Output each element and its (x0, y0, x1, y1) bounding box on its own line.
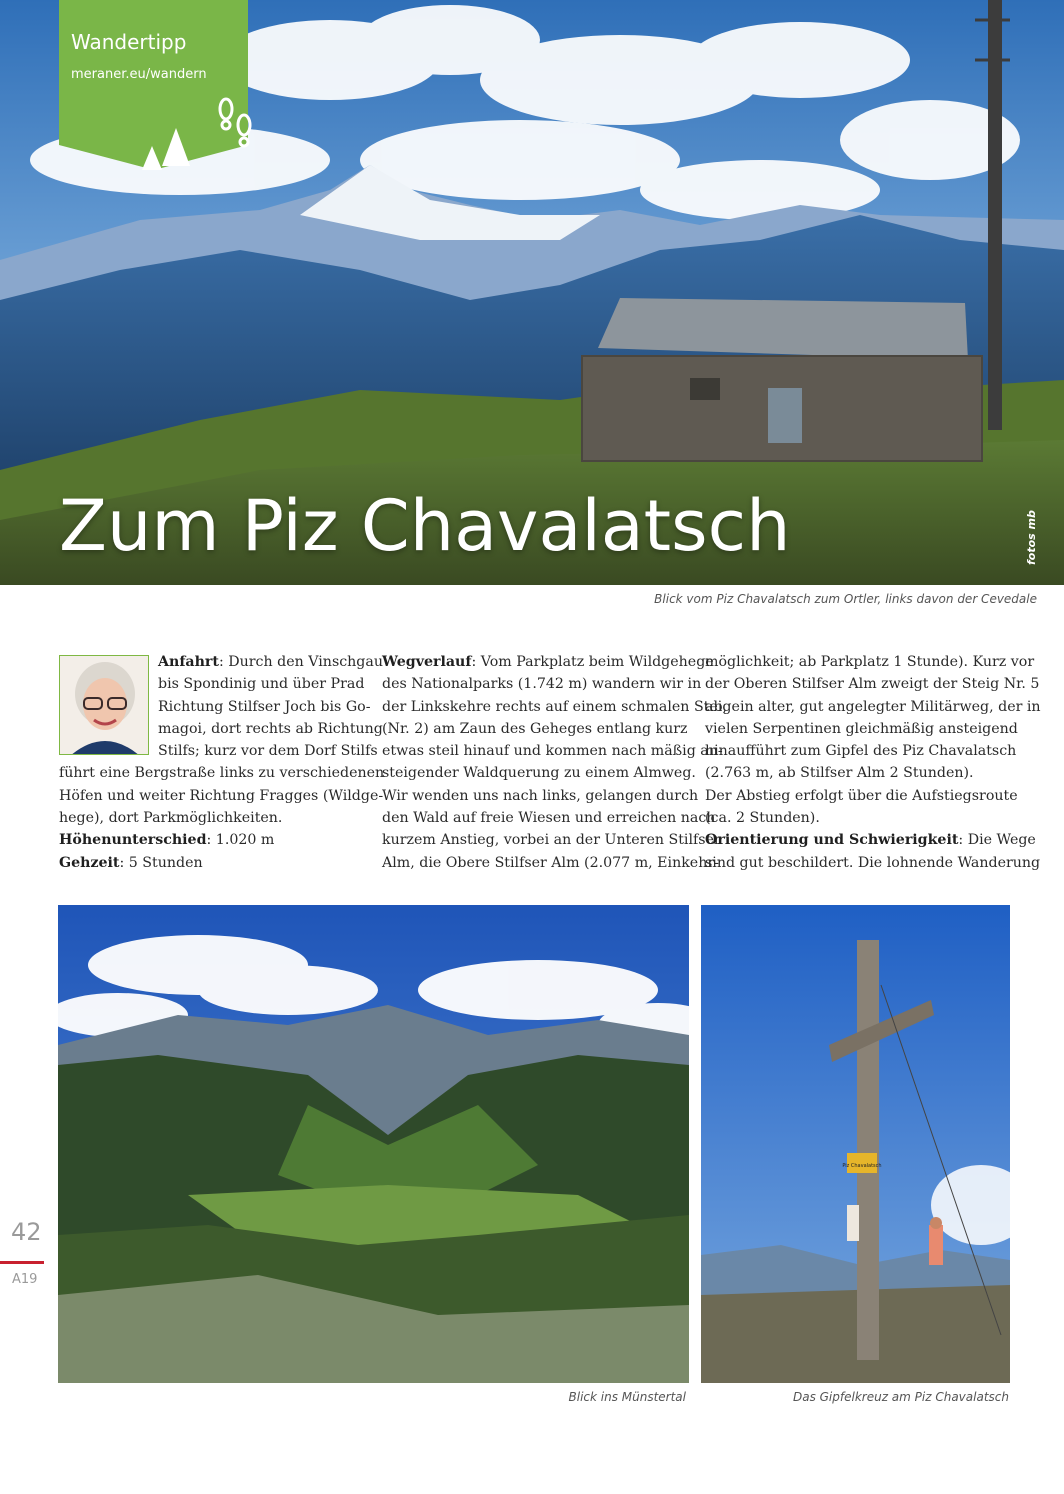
valley-photo (58, 905, 689, 1383)
page-title: Zum Piz Chavalatsch (59, 485, 791, 567)
photo-credit: fotos mb (1025, 510, 1038, 565)
summit-cross-photo (701, 905, 1010, 1383)
summit-caption: Das Gipfelkreuz am Piz Chavalatsch (792, 1390, 1009, 1404)
anfahrt-label: Anfahrt (158, 654, 219, 670)
page-divider (0, 1261, 44, 1264)
wegverlauf-label: Wegverlauf (382, 654, 472, 670)
badge-url-link[interactable]: meraner.eu/wandern (71, 67, 207, 82)
footprints-icon (214, 95, 256, 153)
page-number: 42 (11, 1218, 42, 1246)
text-column-1: Anfahrt: Durch den Vinschgau bis Spondinig und über Prad Richtung Stilfser Joch bis Go- magoi, dort rechts ab Richtung Stilfs; kurz vor dem Dorf Stilfs führt eine Bergstraße links zu verschiedenen Höfen und weiter Richtung Fragges (Wildge- hege), dort Parkmöglichkeiten. Höhenunterschied: 1.020 m Gehzeit: 5 Stunden (59, 654, 385, 871)
hoehenunterschied-label: Höhenunterschied (59, 832, 207, 849)
trail-sign-text: Piz Chavalatsch (842, 1163, 882, 1169)
text-column-3: möglichkeit; ab Parkplatz 1 Stunde). Kurz vor der Oberen Stilfser Alm zweigt der Steig Nr. 5 ab, ein alter, gut angelegter Militärweg, der in vielen Serpentinen gleichmäßig ansteigend hinaufführt zum Gipfel des Piz Chavalatsch (2.763 m, ab Stilfser Alm 2 Stunden). Der Abstieg erfolgt über die Aufstiegsroute (ca. 2 Stunden). Orientierung und Schwierigkeit: Die Wege sind gut beschildert. Die lohnende Wanderung (705, 654, 1041, 871)
gehzeit-label: Gehzeit (59, 854, 120, 871)
text-column-2: Wegverlauf: Vom Parkplatz beim Wildgehege des Nationalparks (1.742 m) wandern wir in der Linkskehre rechts auf einem schmalen Steig (Nr. 2) am Zaun des Geheges entlang kurz etwas steil hinauf und kommen nach mäßig an- steigender Waldquerung zu einem Almweg. Wir wenden uns nach links, gelangen durch den Wald auf freie Wiesen und erreichen nach kurzem Anstieg, vorbei an der Unteren Stilfser Alm, die Obere Stilfser Alm (2.077 m, Einkehr- (382, 654, 732, 871)
orientierung-label: Orientierung und Schwierigkeit (705, 832, 959, 849)
badge-title: Wandertipp (71, 30, 187, 54)
valley-caption: Blick ins Münstertal (568, 1390, 686, 1404)
hero-caption: Blick vom Piz Chavalatsch zum Ortler, links davon der Cevedale (654, 592, 1037, 606)
trees-icon (140, 126, 194, 174)
issue-label: A19 (12, 1272, 38, 1287)
